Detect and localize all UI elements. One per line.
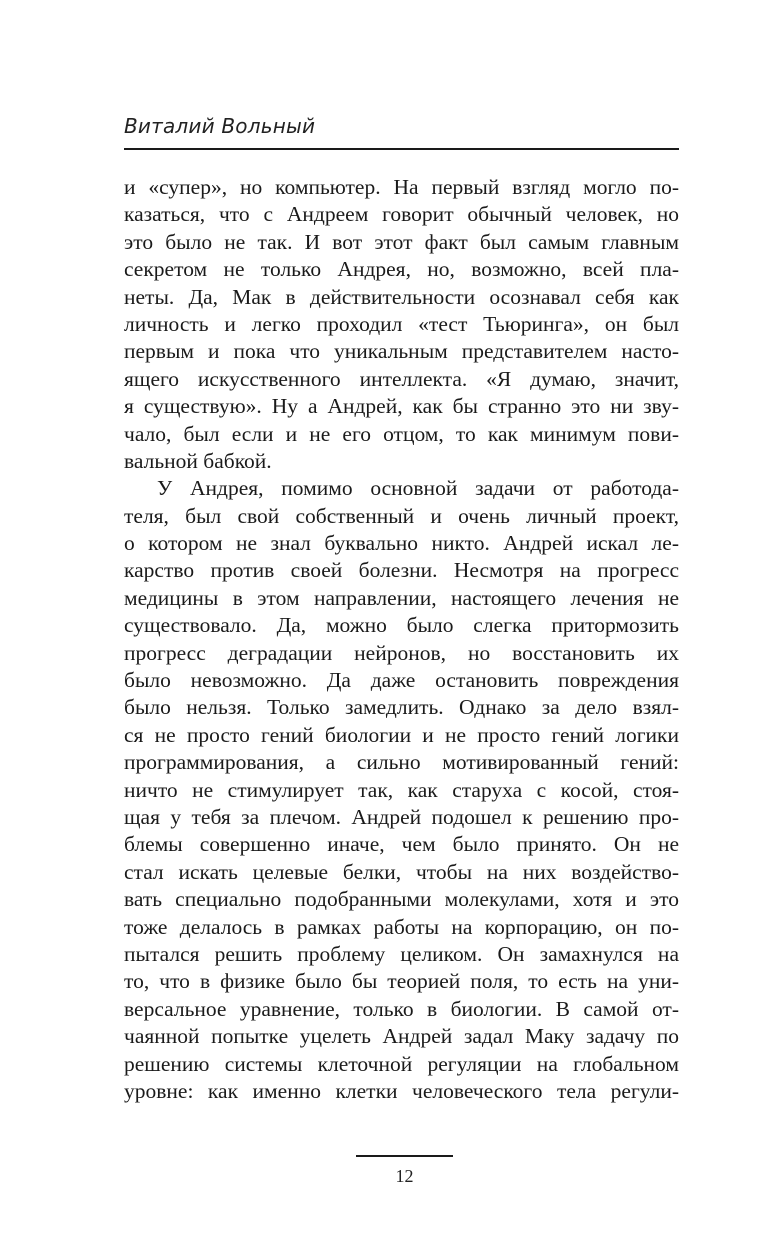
- header-divider: [124, 148, 679, 150]
- text-line: тоже делалось в рамках работы на корпорацию, он по-: [124, 914, 679, 939]
- page-number: 12: [395, 1166, 414, 1186]
- text-line: и «супер», но компьютер. На первый взгляд могло по-: [124, 175, 679, 199]
- text-line: вальной бабкой.: [124, 448, 272, 473]
- text-line: карство против своей болезни. Несмотря на прогресс: [124, 558, 679, 583]
- text-line: о котором не знал буквально никто. Андрей искал ле-: [124, 531, 679, 556]
- text-line: уровне: как именно клетки человеческого тела регули-: [124, 1078, 679, 1103]
- text-line: первым и пока что уникальным представителем насто-: [124, 339, 679, 364]
- text-line: щая у тебя за плечом. Андрей подошел к решению про-: [124, 804, 679, 829]
- text-line: программирования, а сильно мотивированный гений:: [124, 750, 679, 775]
- running-head-author: Виталий Вольный: [124, 114, 316, 138]
- text-line: казаться, что с Андреем говорит обычный человек, но: [124, 202, 679, 227]
- text-line: ящего искусственного интеллекта. «Я думаю, значит,: [124, 366, 679, 391]
- text-line: ничто не стимулирует так, как старуха с косой, стоя-: [124, 777, 679, 802]
- text-line: блемы совершенно иначе, чем было принято. Он не: [124, 832, 679, 857]
- text-line: существовало. Да, можно было слегка притормозить: [124, 613, 679, 638]
- text-line: секретом не только Андрея, но, возможно, всей пла-: [124, 257, 679, 282]
- text-line: решению системы клеточной регуляции на глобальном: [124, 1051, 679, 1076]
- text-line: чаянной попытке уцелеть Андрей задал Маку задачу по: [124, 1024, 679, 1049]
- text-line: это было не так. И вот этот факт был самым главным: [124, 229, 679, 254]
- text-line: теля, был свой собственный и очень личный проект,: [124, 503, 679, 528]
- text-line: У Андрея, помимо основной задачи от работода-: [157, 476, 679, 501]
- text-line: было нельзя. Только замедлить. Однако за дело взял-: [124, 695, 679, 720]
- footer-divider: [356, 1155, 453, 1157]
- text-line: личность и легко проходил «тест Тьюринга», он был: [124, 311, 679, 336]
- paragraph: [124, 174, 679, 475]
- text-line: я существую». Ну а Андрей, как бы странно это ни зву-: [124, 394, 679, 419]
- text-line: версальное уравнение, только в биологии. В самой от-: [124, 996, 679, 1021]
- text-line: то, что в физике было бы теорией поля, то есть на уни-: [124, 969, 679, 994]
- text-line: вать специально подобранными молекулами, хотя и это: [124, 887, 679, 912]
- body-text: [124, 174, 679, 1105]
- paragraph: [124, 475, 679, 1105]
- text-line: неты. Да, Мак в действительности осознавал себя как: [124, 284, 679, 309]
- text-line: было невозможно. Да даже остановить повреждения: [124, 668, 679, 693]
- text-line: чало, был если и не его отцом, то как минимум пови-: [124, 421, 679, 446]
- text-line: ся не просто гений биологии и не просто гений логики: [124, 722, 679, 747]
- text-line: медицины в этом направлении, настоящего лечения не: [124, 585, 679, 610]
- text-line: стал искать целевые белки, чтобы на них воздейство-: [124, 859, 679, 884]
- text-line: пытался решить проблему целиком. Он замахнулся на: [124, 941, 679, 966]
- text-line: прогресс деградации нейронов, но восстановить их: [124, 640, 679, 665]
